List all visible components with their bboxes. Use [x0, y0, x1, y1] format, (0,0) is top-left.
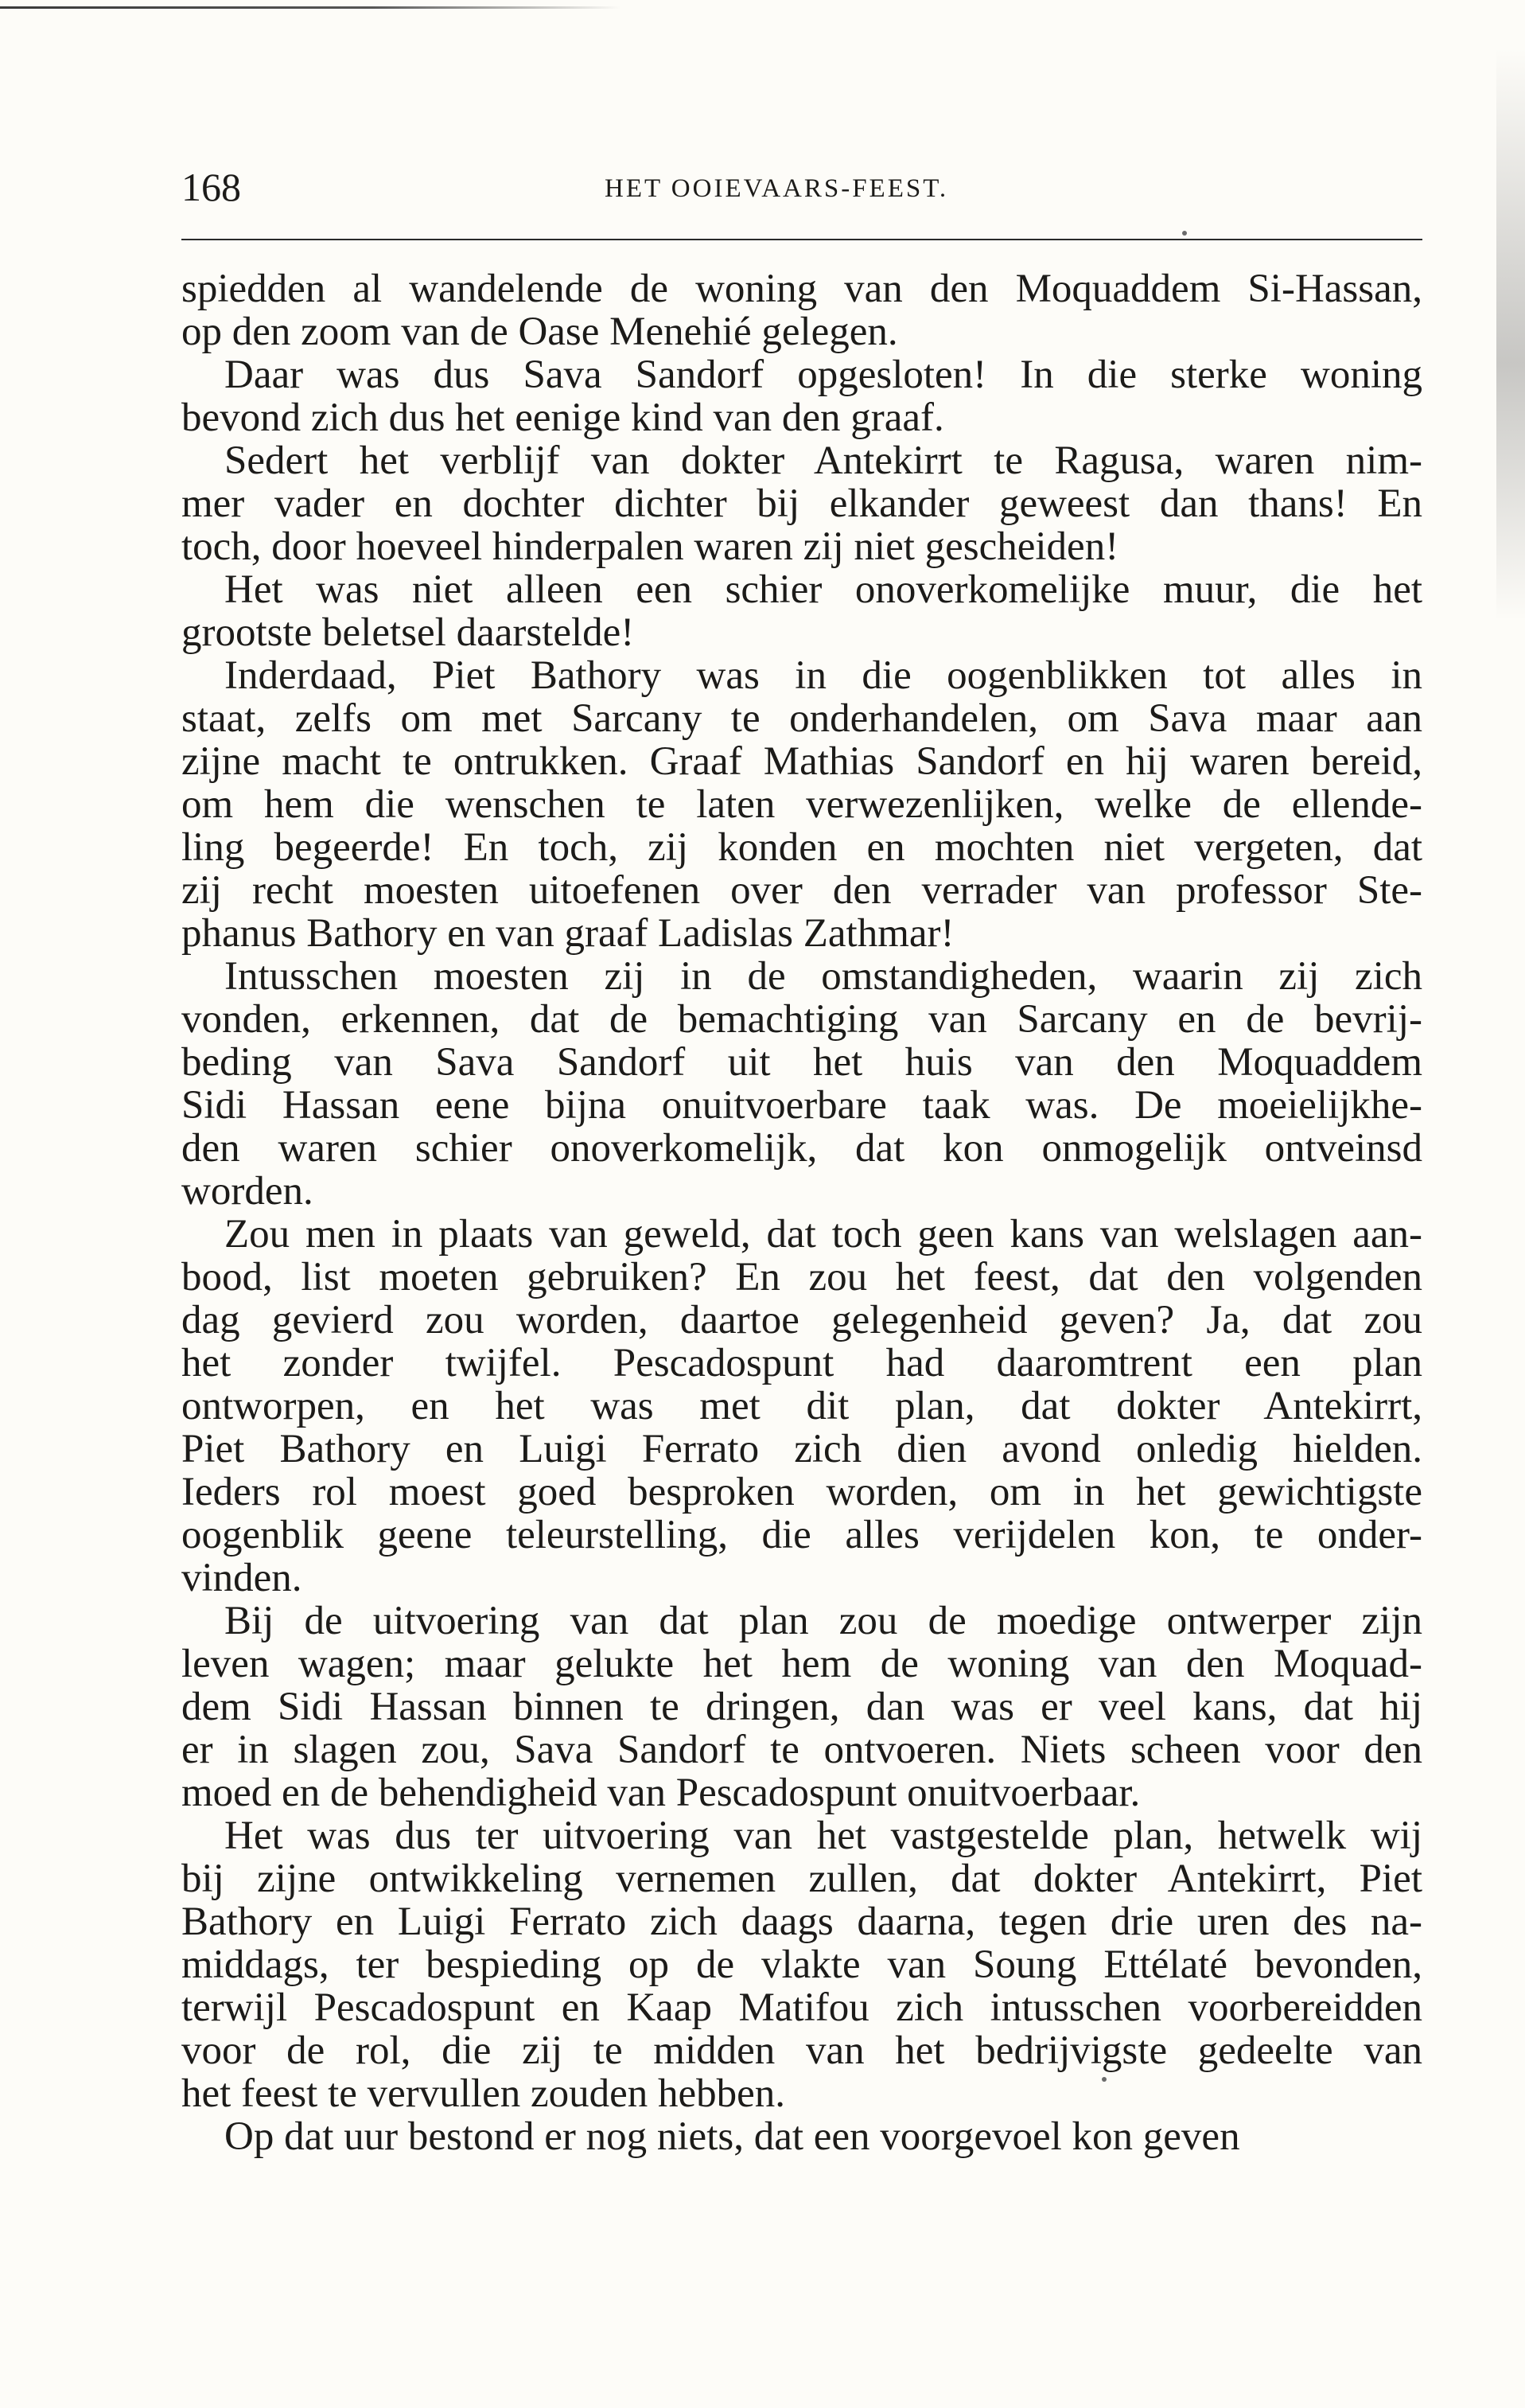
text-line: voor de rol, die zij te midden van het bedrijvigste gedeelte van [181, 2029, 1422, 2072]
text-line: vinden. [181, 1557, 302, 1599]
text-line: bevond zich dus het eenige kind van den graaf. [181, 396, 944, 439]
text-line: op den zoom van de Oase Menehié gelegen. [181, 310, 898, 353]
text-line: Bij de uitvoering van dat plan zou de moedige ontwerper zijn [224, 1599, 1422, 1642]
page-header [181, 155, 1422, 219]
text-line: Op dat uur bestond er nog niets, dat een voorgevoel kon geven [224, 2115, 1240, 2158]
text-line: het feest te vervullen zouden hebben. [181, 2072, 786, 2115]
text-line: den waren schier onoverkomelijk, dat kon onmogelijk ontveinsd [181, 1127, 1422, 1170]
text-line: Daar was dus Sava Sandorf opgesloten! In die sterke woning [224, 353, 1422, 396]
page-number: 168 [181, 165, 241, 209]
text-line: Sedert het verblijf van dokter Antekirrt te Ragusa, waren nim- [224, 439, 1422, 482]
text-line: het zonder twijfel. Pescadospunt had daaromtrent een plan [181, 1342, 1422, 1385]
text-line: Piet Bathory en Luigi Ferrato zich dien avond onledig hielden. [181, 1428, 1422, 1471]
text-line: phanus Bathory en van graaf Ladislas Zathmar! [181, 912, 955, 955]
text-line: om hem die wenschen te laten verwezenlijken, welke de ellende- [181, 783, 1422, 826]
text-line: zij recht moesten uitoefenen over den verrader van professor Ste- [181, 869, 1422, 912]
text-line: spiedden al wandelende de woning van den Moquaddem Si-Hassan, [181, 267, 1422, 310]
text-line: Het was dus ter uitvoering van het vastgestelde plan, hetwelk wij [224, 1814, 1422, 1857]
header-rule [181, 239, 1422, 240]
scan-edge-noise [1496, 48, 1525, 621]
text-line: terwijl Pescadospunt en Kaap Matifou zich intusschen voorbereidden [181, 1986, 1422, 2029]
body-text [181, 267, 1422, 2158]
text-line: Ieders rol moest goed besproken worden, om in het gewichtigste [181, 1471, 1422, 1514]
text-line: toch, door hoeveel hinderpalen waren zij niet gescheiden! [181, 525, 1119, 568]
scan-speck [1182, 231, 1187, 236]
scan-edge-rule [0, 6, 621, 9]
text-line: vonden, erkennen, dat de bemachtiging van Sarcany en de bevrij- [181, 998, 1422, 1041]
text-line: bij zijne ontwikkeling vernemen zullen, dat dokter Antekirrt, Piet [181, 1857, 1422, 1900]
text-line: zijne macht te ontrukken. Graaf Mathias Sandorf en hij waren bereid, [181, 740, 1422, 783]
text-line: Intusschen moesten zij in de omstandigheden, waarin zij zich [224, 955, 1422, 998]
text-line: oogenblik geene teleurstelling, die alles verijdelen kon, te onder- [181, 1514, 1422, 1557]
text-line: Zou men in plaats van geweld, dat toch geen kans van welslagen aan- [224, 1213, 1422, 1256]
text-line: dem Sidi Hassan binnen te dringen, dan was er veel kans, dat hij [181, 1685, 1422, 1728]
text-line: dag gevierd zou worden, daartoe gelegenheid geven? Ja, dat zou [181, 1299, 1422, 1342]
text-line: worden. [181, 1170, 313, 1213]
scan-speck [1102, 2077, 1107, 2082]
text-line: er in slagen zou, Sava Sandorf te ontvoeren. Niets scheen voor den [181, 1728, 1422, 1771]
text-line: grootste beletsel daarstelde! [181, 611, 635, 654]
text-line: ling begeerde! En toch, zij konden en mochten niet vergeten, dat [181, 826, 1422, 869]
running-title: HET OOIEVAARS-FEEST. [605, 174, 949, 203]
text-line: mer vader en dochter dichter bij elkander geweest dan thans! En [181, 482, 1422, 525]
text-line: middags, ter bespieding op de vlakte van Soung Ettélaté bevonden, [181, 1943, 1422, 1986]
text-line: Inderdaad, Piet Bathory was in die oogenblikken tot alles in [224, 654, 1422, 697]
text-line: bood, list moeten gebruiken? En zou het feest, dat den volgenden [181, 1256, 1422, 1299]
text-line: Het was niet alleen een schier onoverkomelijke muur, die het [224, 568, 1422, 611]
text-line: staat, zelfs om met Sarcany te onderhandelen, om Sava maar aan [181, 697, 1422, 740]
text-line: ontworpen, en het was met dit plan, dat dokter Antekirrt, [181, 1385, 1422, 1428]
text-line: Bathory en Luigi Ferrato zich daags daarna, tegen drie uren des na- [181, 1900, 1422, 1943]
text-line: moed en de behendigheid van Pescadospunt onuitvoerbaar. [181, 1771, 1141, 1814]
text-line: leven wagen; maar gelukte het hem de woning van den Moquad- [181, 1642, 1422, 1685]
text-line: beding van Sava Sandorf uit het huis van den Moquaddem [181, 1041, 1422, 1084]
text-line: Sidi Hassan eene bijna onuitvoerbare taak was. De moeielijkhe- [181, 1084, 1422, 1127]
